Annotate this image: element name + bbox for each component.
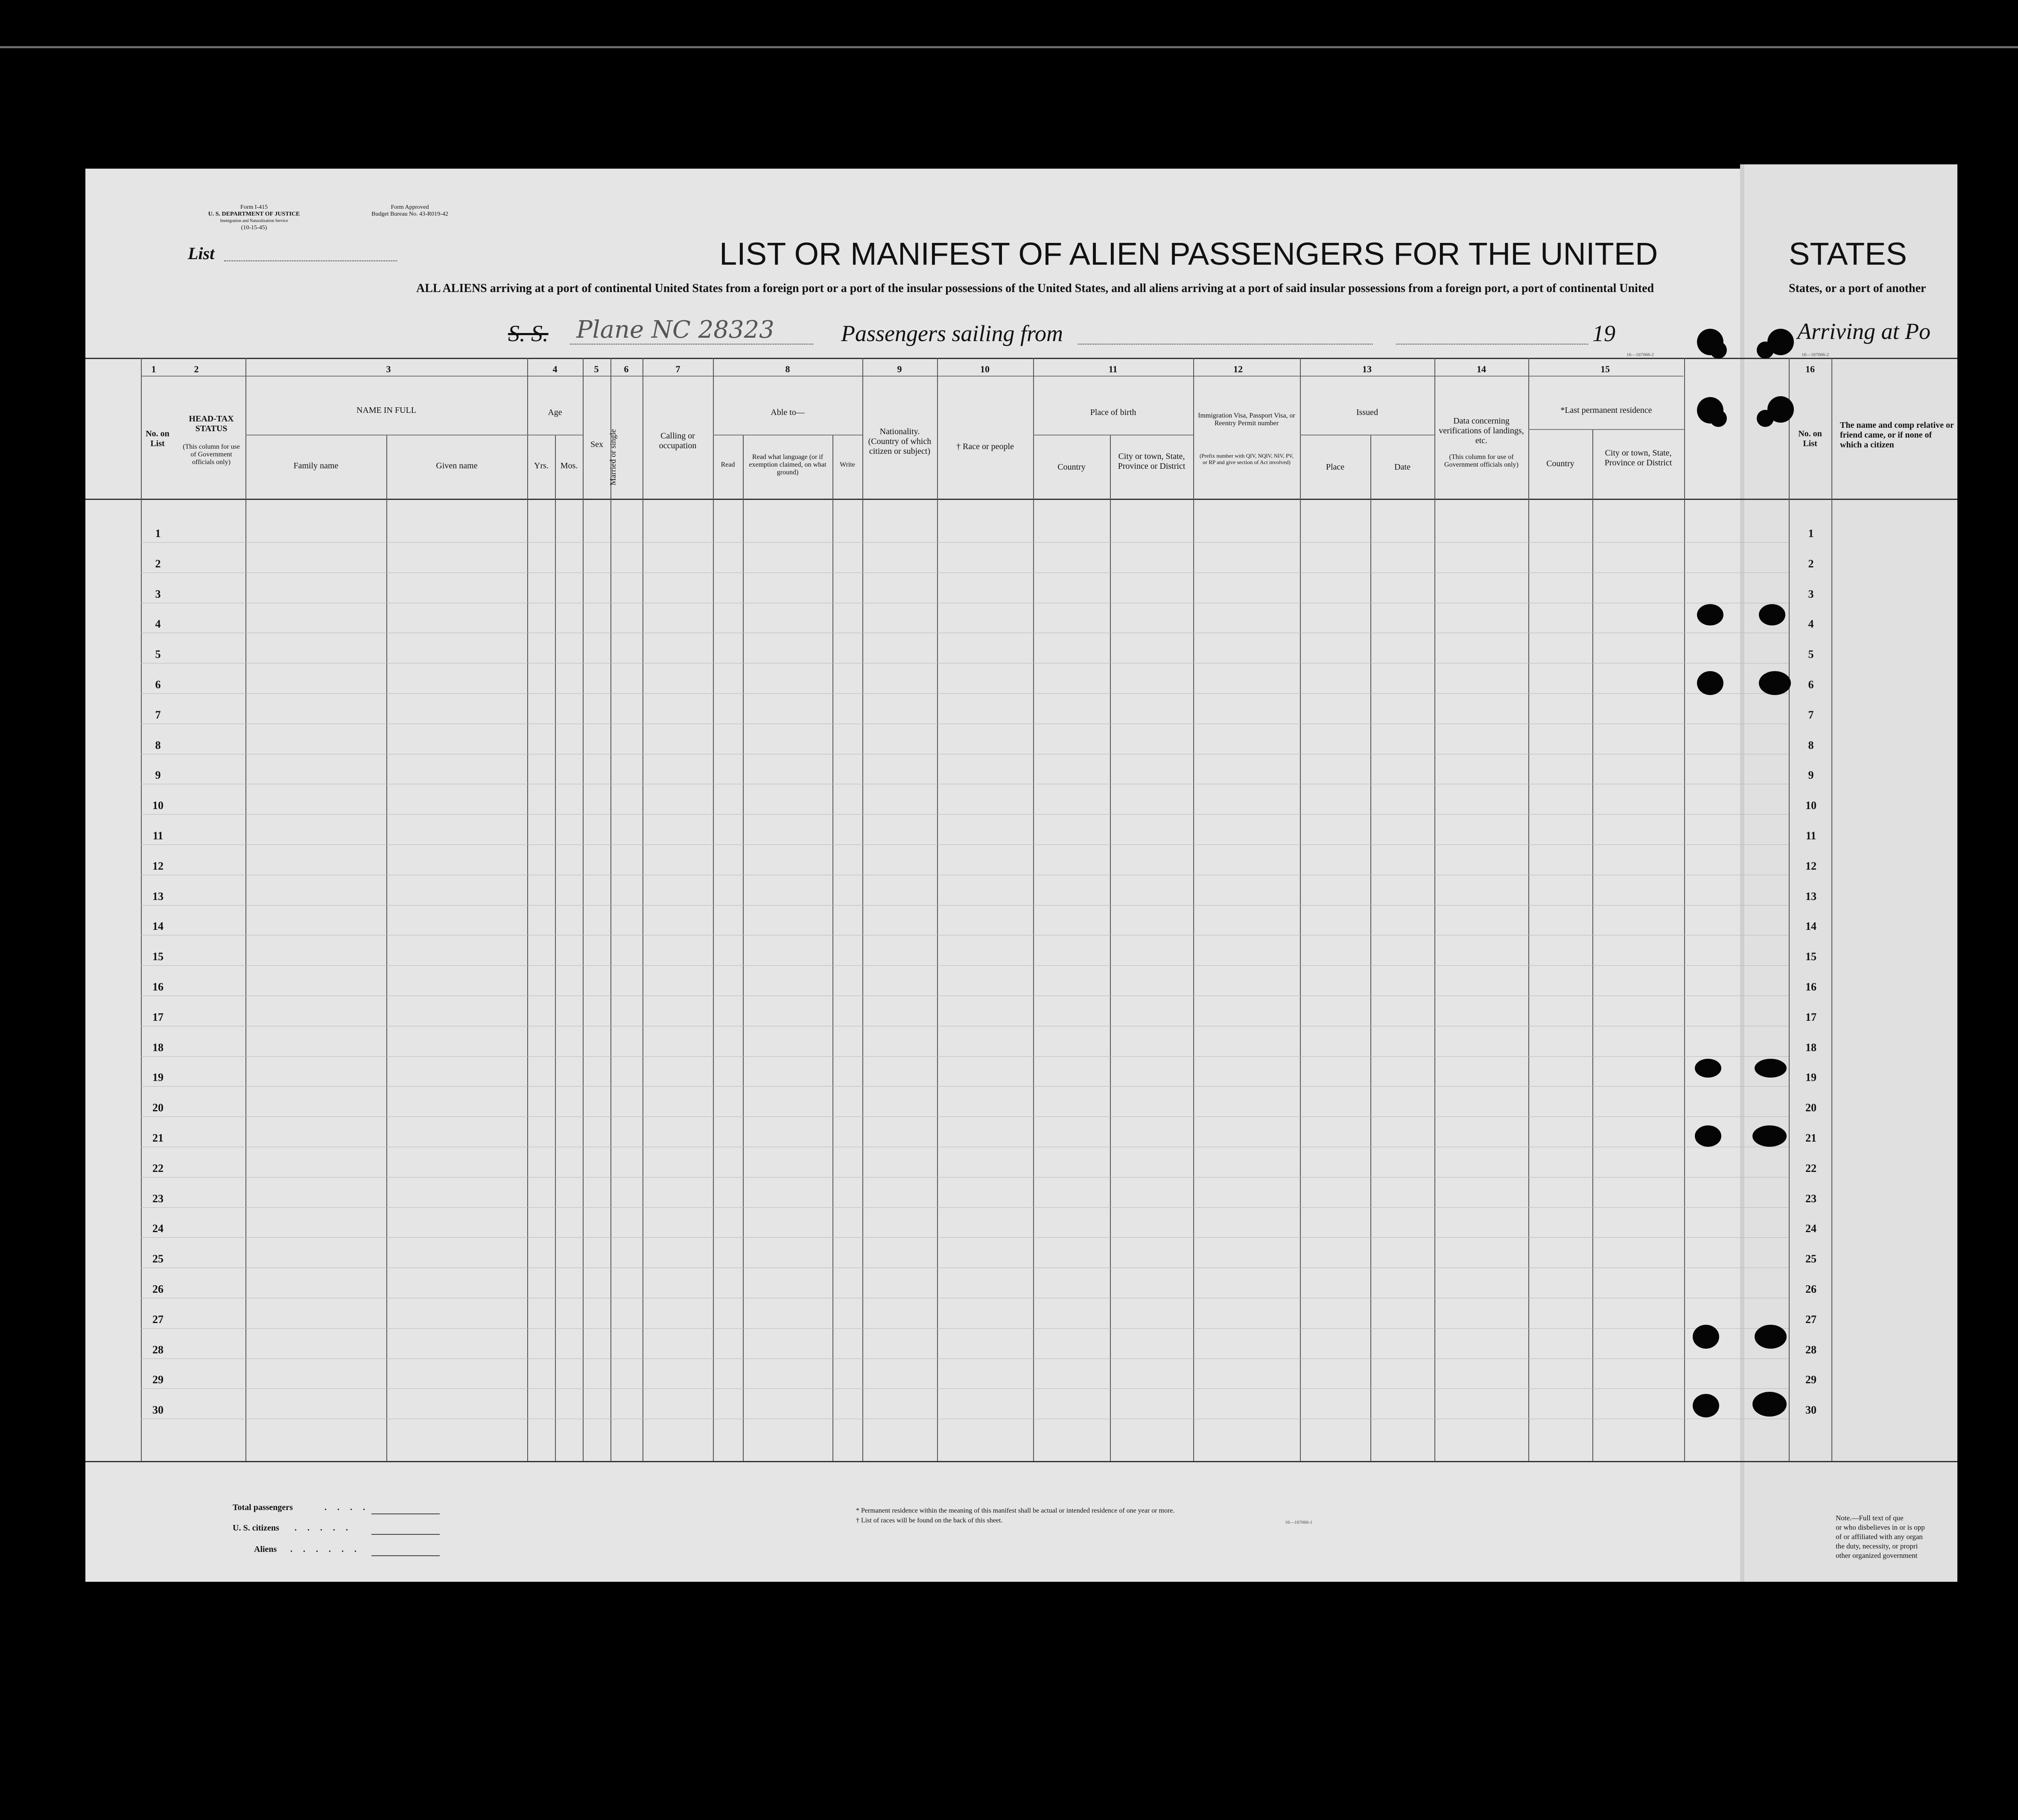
footnote-residence: * Permanent residence within the meaning of this manifest shall be actual or intended residence of one year or more. [856, 1507, 1175, 1514]
us-citizens-label: U. S. citizens [233, 1523, 279, 1533]
year-prefix: 19 [1592, 321, 1615, 346]
print-code-left: 16—167066-2 [1627, 352, 1654, 357]
total-passengers-label: Total passengers [233, 1503, 293, 1512]
row-number-right: 19 [1805, 1071, 1816, 1084]
form-number: Form I-415 [240, 204, 268, 210]
row-number-right: 14 [1805, 920, 1816, 933]
row-number: 16 [152, 981, 164, 993]
row-number-right: 29 [1805, 1373, 1816, 1386]
manifest-title-continued: STATES [1789, 236, 1907, 272]
col-num-12: 12 [1233, 364, 1243, 374]
row-number-right: 7 [1808, 708, 1814, 721]
age-years-header: Yrs. [534, 461, 549, 470]
col-divider [527, 358, 528, 1461]
row-number-right: 12 [1805, 859, 1816, 872]
punch-hole [1710, 410, 1727, 427]
row-rule [141, 1056, 1789, 1057]
race-header: † Race or people [956, 442, 1014, 451]
row-number-right: 5 [1808, 648, 1814, 661]
row-number: 2 [155, 557, 161, 570]
footer-note [1836, 1513, 1925, 1560]
col-divider [1592, 429, 1593, 1461]
col-num-16: 16 [1805, 364, 1815, 374]
col-divider [245, 358, 246, 1461]
col-divider [386, 435, 387, 1461]
col-num-13: 13 [1362, 364, 1372, 374]
col16-header: The name and comp relative or friend came, or if none of which a citizen [1840, 421, 1954, 450]
row-number-right: 20 [1805, 1101, 1816, 1114]
punch-hole [1695, 1125, 1721, 1147]
aliens-label: Aliens [254, 1545, 277, 1554]
row-rule [141, 844, 1789, 845]
read-language-header: Read what language (or if exemption claimed, on what ground) [749, 453, 826, 476]
residence-subheader-rule [1528, 429, 1684, 430]
row-number: 25 [152, 1253, 164, 1265]
col-divider [1110, 435, 1111, 1461]
col-num-14: 14 [1477, 364, 1486, 374]
issued-place-header: Place [1326, 462, 1345, 472]
col-divider [141, 358, 142, 1461]
service-name: Immigration and Naturalization Service [220, 219, 288, 223]
col-divider [1300, 358, 1301, 1461]
row-number: 10 [152, 799, 164, 812]
sex-header: Sex [590, 440, 603, 449]
row-rule [141, 1388, 1789, 1389]
row-number: 18 [152, 1041, 164, 1054]
sailing-label: Passengers sailing from [841, 321, 1063, 346]
row-number-right: 8 [1808, 739, 1814, 751]
row-number-right: 28 [1805, 1343, 1816, 1356]
ss-label: S. S. [508, 321, 549, 346]
sailing-from-field [1078, 344, 1373, 345]
headtax-header: HEAD-TAX STATUS [189, 414, 234, 433]
row-number-right: 16 [1805, 981, 1816, 993]
no-on-list-header-right: No. on List [1798, 429, 1822, 448]
row-number: 21 [152, 1132, 164, 1144]
row-number: 12 [152, 859, 164, 872]
visa-header: Immigration Visa, Passport Visa, or Reentry Permit number [1198, 412, 1295, 427]
row-number-right: 25 [1805, 1253, 1816, 1265]
row-number: 26 [152, 1283, 164, 1295]
vessel-name-handwritten: Plane NC 28323 [576, 316, 774, 344]
punch-hole [1697, 604, 1723, 625]
footer-print-code: 16—167066-1 [1285, 1520, 1313, 1525]
total-passengers-field [371, 1513, 440, 1514]
residence-city-header: City or town, State, Province or District [1604, 448, 1672, 467]
punch-hole [1695, 1059, 1721, 1078]
row-number: 29 [152, 1373, 164, 1386]
row-rule [141, 1207, 1789, 1208]
punch-hole [1755, 1325, 1787, 1349]
approval-line-2: Budget Bureau No. 43-R019-42 [371, 211, 448, 217]
row-number-right: 24 [1805, 1222, 1816, 1235]
approval-line-1: Form Approved [391, 204, 429, 210]
form-identifier [184, 204, 324, 231]
col-divider [1831, 358, 1832, 1461]
row-number-right: 27 [1805, 1313, 1816, 1326]
col-num-3: 3 [386, 364, 391, 374]
col-divider [937, 358, 938, 1461]
col-divider [1033, 358, 1034, 1461]
col-num-2: 2 [194, 364, 199, 374]
manifest-sheet-right-page [1740, 164, 1957, 1582]
age-months-header: Mos. [560, 461, 578, 470]
col-divider [610, 358, 611, 1461]
footnote-races: † List of races will be found on the back of this sheet. [856, 1517, 1003, 1524]
note-line: or who disbelieves in or is opp [1836, 1523, 1925, 1531]
row-number-right: 21 [1805, 1132, 1816, 1144]
row-rule [141, 1086, 1789, 1087]
row-number: 7 [155, 708, 161, 721]
col-divider [713, 358, 714, 1461]
row-rule [141, 965, 1789, 966]
dot-leader: . . . . [324, 1503, 369, 1512]
aliens-field [371, 1555, 440, 1556]
row-number-right: 2 [1808, 557, 1814, 570]
row-rule [141, 905, 1789, 906]
row-number-right: 1 [1808, 527, 1814, 540]
list-field [224, 260, 397, 261]
col-divider [1528, 358, 1529, 1461]
column-number-rule [141, 376, 1683, 377]
place-of-birth-header: Place of birth [1090, 408, 1136, 417]
arriving-label: Arriving at Po [1797, 318, 1930, 344]
department-name: U. S. DEPARTMENT OF JUSTICE [208, 211, 300, 217]
table-top-border [85, 358, 1957, 359]
row-number: 5 [155, 648, 161, 661]
sailing-date-field [1396, 344, 1588, 345]
header-bottom-border [85, 499, 1957, 500]
form-date: (10-15-45) [241, 225, 267, 231]
col-num-6: 6 [624, 364, 629, 374]
dot-leader: . . . . . . [290, 1545, 361, 1554]
row-rule [141, 1237, 1789, 1238]
issued-date-header: Date [1394, 462, 1411, 472]
row-number-right: 4 [1808, 618, 1814, 631]
col-divider [1370, 435, 1371, 1461]
punch-hole [1697, 671, 1723, 695]
page-fold [1740, 164, 1744, 1582]
row-number: 14 [152, 920, 164, 933]
col-divider [555, 435, 556, 1461]
row-number: 17 [152, 1011, 164, 1023]
punch-hole [1767, 396, 1794, 423]
punch-hole [1759, 671, 1791, 695]
data-concerning-header: Data concerning verifications of landings, etc. [1439, 416, 1524, 445]
row-rule [141, 1328, 1789, 1329]
manifest-sheet [85, 169, 1957, 1582]
row-number: 30 [152, 1404, 164, 1417]
row-rule [141, 1116, 1789, 1117]
read-header: Read [721, 461, 735, 468]
row-rule [141, 542, 1789, 543]
row-rule [141, 814, 1789, 815]
row-number-right: 30 [1805, 1404, 1816, 1417]
row-number: 9 [155, 769, 161, 782]
row-number-right: 18 [1805, 1041, 1816, 1054]
row-number: 24 [152, 1222, 164, 1235]
punch-hole [1759, 604, 1785, 625]
visa-note: (Prefix number with QIV, NQIV, NIV, PV, or RP and give section of Act involved) [1199, 453, 1294, 465]
issued-header: Issued [1356, 408, 1378, 417]
note-line: the duty, necessity, or propri [1836, 1542, 1918, 1550]
col-num-8: 8 [785, 364, 790, 374]
col-divider [743, 435, 744, 1461]
manifest-subtitle: ALL ALIENS arriving at a port of continental United States from a foreign port or a port of the insular possessions of the United States, and all aliens arriving at a port of said insular possessions from a foreign port, a port of continental United [416, 282, 1654, 295]
col-divider [642, 358, 643, 1461]
data-concerning-note: (This column for use of Government officials only) [1444, 453, 1519, 468]
row-number-right: 9 [1808, 769, 1814, 782]
punch-hole [1693, 1394, 1719, 1417]
row-number: 22 [152, 1162, 164, 1174]
manifest-title: LIST OR MANIFEST OF ALIEN PASSENGERS FOR THE UNITED [719, 236, 1658, 272]
row-number: 23 [152, 1192, 164, 1205]
row-rule [141, 693, 1789, 694]
col-num-4: 4 [552, 364, 558, 374]
row-number: 20 [152, 1101, 164, 1114]
no-on-list-header: No. on List [146, 429, 169, 448]
row-number-right: 11 [1805, 830, 1816, 842]
table-bottom-border [85, 1461, 1957, 1462]
manifest-subtitle-continued: States, or a port of another [1789, 282, 1926, 295]
vessel-field [570, 344, 813, 345]
col-divider [583, 358, 584, 1461]
row-number: 19 [152, 1071, 164, 1084]
col-num-1: 1 [151, 364, 156, 374]
dot-leader: . . . . . [295, 1523, 352, 1533]
punch-hole [1752, 1392, 1787, 1417]
row-number: 4 [155, 618, 161, 631]
row-number: 8 [155, 739, 161, 751]
note-line: Note.—Full text of que [1836, 1514, 1904, 1522]
punch-hole [1767, 329, 1794, 355]
able-to-header: Able to— [771, 408, 805, 417]
row-number-right: 17 [1805, 1011, 1816, 1023]
birth-country-header: Country [1057, 462, 1086, 472]
col-divider [1434, 358, 1435, 1461]
write-header: Write [840, 461, 855, 468]
row-number-right: 6 [1808, 678, 1814, 691]
birth-city-header: City or town, State, Province or District [1118, 452, 1186, 471]
col-num-9: 9 [897, 364, 902, 374]
list-label: List [188, 244, 215, 263]
col-divider [862, 358, 863, 1461]
col-divider [1193, 358, 1194, 1461]
row-number: 3 [155, 587, 161, 600]
note-line: of or affiliated with any organ [1836, 1533, 1923, 1541]
col-divider [1684, 358, 1685, 1461]
col-num-7: 7 [675, 364, 680, 374]
punch-hole [1710, 342, 1727, 359]
residence-country-header: Country [1546, 459, 1574, 468]
row-number-right: 22 [1805, 1162, 1816, 1174]
col-num-15: 15 [1600, 364, 1610, 374]
col-num-10: 10 [980, 364, 990, 374]
col-num-11: 11 [1108, 364, 1118, 374]
given-name-header: Given name [436, 461, 478, 470]
row-number-right: 15 [1805, 950, 1816, 963]
note-line: other organized government [1836, 1551, 1918, 1560]
punch-hole [1752, 1125, 1787, 1147]
calling-header: Calling or occupation [659, 431, 697, 450]
family-name-header: Family name [293, 461, 339, 470]
row-number-right: 3 [1808, 587, 1814, 600]
row-number: 1 [155, 527, 161, 540]
row-number: 13 [152, 890, 164, 903]
col-divider [1789, 358, 1790, 1461]
married-header: Married or single [609, 429, 618, 485]
row-number-right: 23 [1805, 1192, 1816, 1205]
headtax-note: (This column for use of Government officials only) [183, 443, 240, 466]
top-rule [0, 46, 2018, 48]
nationality-header: Nationality. (Country of which citizen or subject) [868, 427, 932, 456]
row-rule [141, 1358, 1789, 1359]
row-number-right: 26 [1805, 1283, 1816, 1295]
col-num-5: 5 [594, 364, 599, 374]
print-code-right: 16—167066-2 [1802, 352, 1829, 357]
row-number: 27 [152, 1313, 164, 1326]
punch-hole [1693, 1325, 1719, 1349]
row-number-right: 10 [1805, 799, 1816, 812]
row-number: 11 [152, 830, 164, 842]
row-number: 6 [155, 678, 161, 691]
punch-hole [1755, 1059, 1787, 1078]
last-residence-header: *Last permanent residence [1560, 406, 1652, 415]
us-citizens-field [371, 1534, 440, 1535]
row-number: 28 [152, 1343, 164, 1356]
name-in-full-header: NAME IN FULL [356, 406, 416, 415]
form-approval [350, 204, 470, 218]
row-number-right: 13 [1805, 890, 1816, 903]
row-number: 15 [152, 950, 164, 963]
col-divider [832, 435, 833, 1461]
age-header: Age [548, 408, 562, 417]
